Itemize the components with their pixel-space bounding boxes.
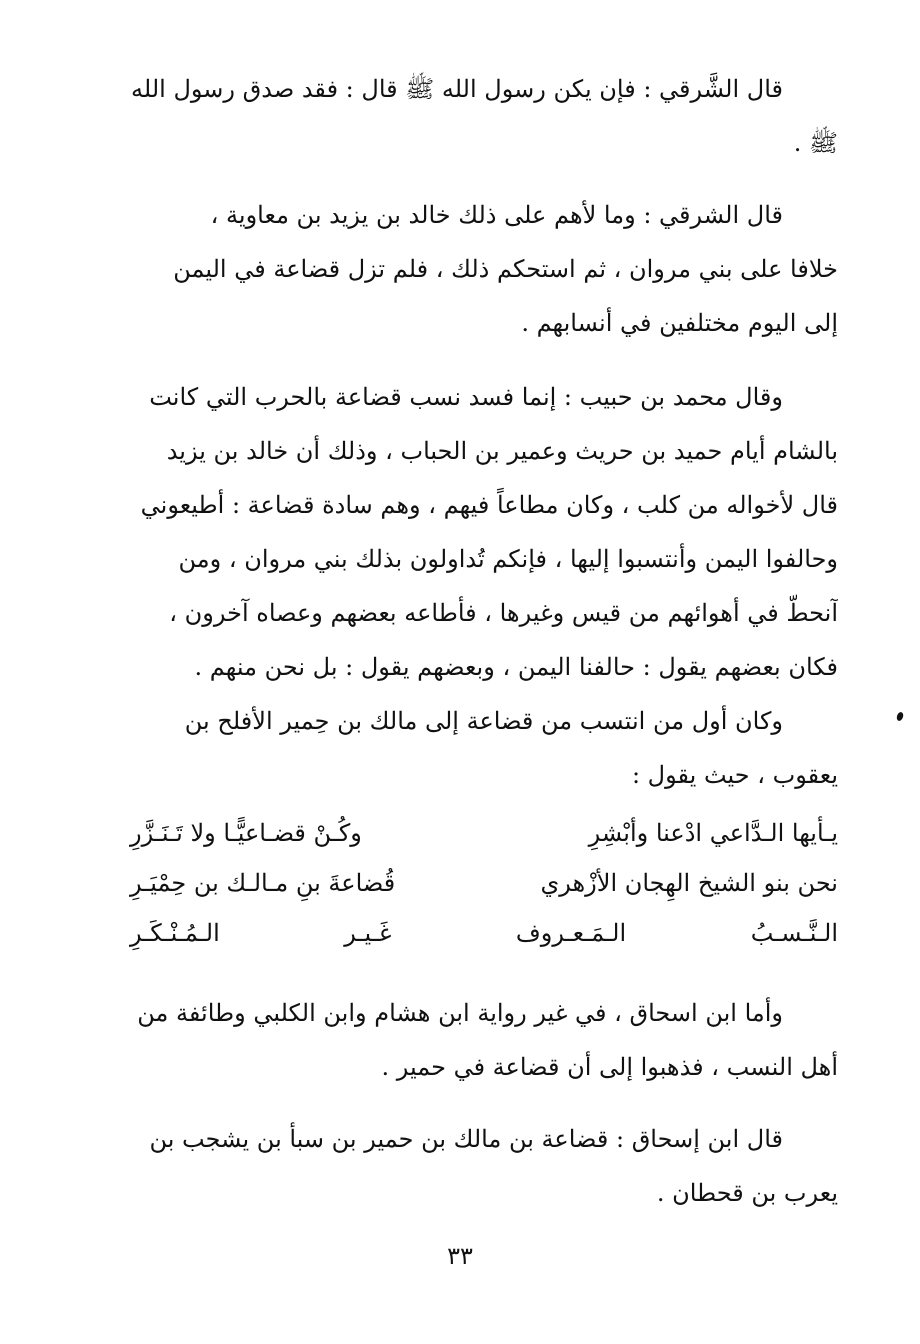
paragraph-line: آنحطّ في أهوائهم من قيس وغيرها ، فأطاعه بعضهم وعصاه آخرون ، xyxy=(169,599,838,627)
paragraph-line: قال ابن إسحاق : قضاعة بن مالك بن حمير بن سبأ بن يشجب بن xyxy=(149,1125,783,1153)
verse-line xyxy=(130,858,838,908)
verse-first-hemistich: نحن بنو الشيخ الهِجان الأزْهري xyxy=(540,869,838,897)
paragraph-line: وقال محمد بن حبيب : إنما فسد نسب قضاعة بالحرب التي كانت xyxy=(149,383,783,411)
paragraph-line: ﷺ . xyxy=(793,129,838,157)
verse-tail-word: الـنَّـسـبُ xyxy=(750,919,838,947)
paragraph-6 xyxy=(130,1112,838,1220)
paragraph-line: فكان بعضهم يقول : حالفنا اليمن ، وبعضهم يقول : بل نحن منهم . xyxy=(194,653,838,681)
paragraph-line: إلى اليوم مختلفين في أنسابهم . xyxy=(521,309,838,337)
paragraph-5 xyxy=(130,986,838,1094)
paragraph-line: أهل النسب ، فذهبوا إلى أن قضاعة في حمير . xyxy=(381,1053,838,1081)
paragraph-line: وحالفوا اليمن وأنتسبوا إليها ، فإنكم تُداولون بذلك بني مروان ، ومن xyxy=(178,545,838,573)
verse-tail-word: الـمُـنْـكَـرِ xyxy=(130,919,220,947)
margin-mark xyxy=(896,711,905,722)
paragraph-line: وكان أول من انتسب من قضاعة إلى مالك بن حِمير الأفلح بن xyxy=(184,707,783,735)
paragraph-line: وأما ابن اسحاق ، في غير رواية ابن هشام وابن الكلبي وطائفة من xyxy=(137,999,783,1027)
verse-tail-line xyxy=(130,908,838,958)
paragraph-line: يعرب بن قحطان . xyxy=(656,1179,838,1207)
paragraph-line: قال لأخواله من كلب ، وكان مطاعاً فيهم ، وهم سادة قضاعة : أطيعوني xyxy=(140,491,838,519)
paragraph-line: بالشام أيام حميد بن حريث وعمير بن الحباب ، وذلك أن خالد بن يزيد xyxy=(166,437,838,465)
verse-line xyxy=(130,808,838,858)
paragraph-line: قال الشَّرقي : فإن يكن رسول الله ﷺ قال : فقد صدق رسول الله xyxy=(131,75,783,103)
verse-second-hemistich: وكُـنْ قضـاعيًّـا ولا تَـنَـزَّرِ xyxy=(130,819,362,847)
page-number: ٣٣ xyxy=(447,1242,473,1270)
paragraph-line: خلافا على بني مروان ، ثم استحكم ذلك ، فلم تزل قضاعة في اليمن xyxy=(173,255,838,283)
verse-second-hemistich: قُضاعةَ بنِ مـالـك بن حِمْيَـرِ xyxy=(130,869,396,897)
paragraph-line: يعقوب ، حيث يقول : xyxy=(631,761,838,789)
verse-tail-word: الـمَـعـروف xyxy=(515,919,627,947)
paragraph-1 xyxy=(130,62,838,170)
paragraph-3 xyxy=(130,370,838,694)
verse-tail-word: غَـيـر xyxy=(344,919,392,947)
poem xyxy=(130,808,838,958)
paragraph-line: قال الشرقي : وما لأهم على ذلك خالد بن يزيد بن معاوية ، xyxy=(210,201,783,229)
paragraph-4 xyxy=(130,694,838,802)
verse-first-hemistich: يـأيها الـدَّاعي ادْعنا وأبْشِرِ xyxy=(588,819,838,847)
paragraph-2 xyxy=(130,188,838,350)
